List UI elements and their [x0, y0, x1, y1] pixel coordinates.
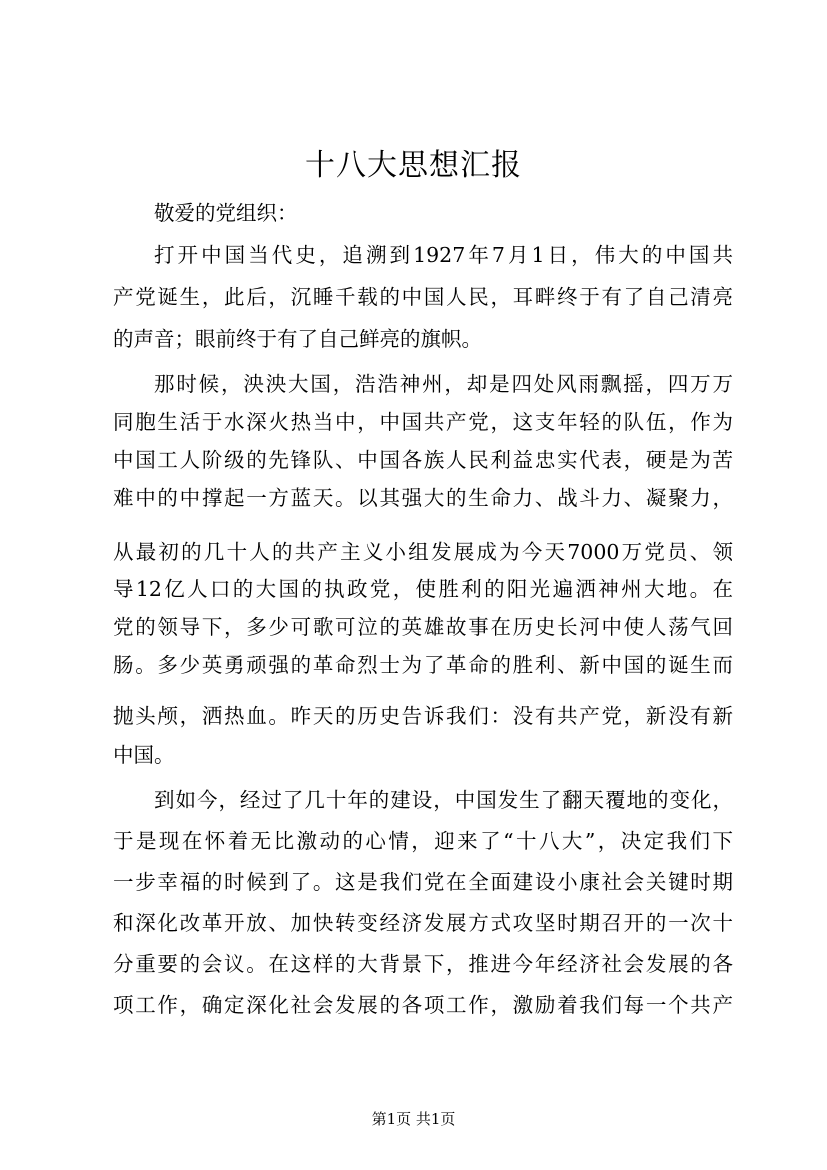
- document-title: 十八大思想汇报: [305, 148, 522, 183]
- paragraph-line: 产党诞生，此后，沉睡千载的中国人民，耳畔终于有了自己清亮: [113, 285, 733, 309]
- paragraph-line: 党的领导下，多少可歌可泣的英雄故事在历史长河中使人荡气回: [113, 615, 733, 639]
- salutation: 敬爱的党组织：: [154, 201, 298, 225]
- paragraph-line: 分重要的会议。在这样的大背景下，推进今年经济社会发展的各: [113, 952, 733, 976]
- paragraph-line: 那时候，泱泱大国，浩浩神州，却是四处风雨飘摇，四万万: [154, 372, 733, 396]
- paragraph-line: 中国工人阶级的先锋队、中国各族人民利益忠实代表，硬是为苦: [113, 448, 733, 472]
- paragraph-line: 肠。多少英勇顽强的革命烈士为了革命的胜利、新中国的诞生而: [113, 653, 733, 677]
- paragraph-line: 一步幸福的时候到了。这是我们党在全面建设小康社会关键时期: [113, 870, 733, 894]
- paragraph-line: 导12亿人口的大国的执政党，使胜利的阳光遍洒神州大地。在: [113, 577, 733, 601]
- paragraph-line: 打开中国当代史，追溯到1927年7月1日，伟大的中国共: [154, 243, 733, 267]
- paragraph-line: 中国。: [113, 743, 175, 767]
- paragraph-line: 的声音；眼前终于有了自己鲜亮的旗帜。: [113, 327, 482, 351]
- page-number-footer: 第1页 共1页: [371, 1110, 456, 1128]
- paragraph-line: 抛头颅，洒热血。昨天的历史告诉我们：没有共产党，新没有新: [113, 704, 733, 728]
- paragraph-line: 难中的中撑起一方蓝天。以其强大的生命力、战斗力、凝聚力，: [113, 486, 733, 510]
- paragraph-line: 从最初的几十人的共产主义小组发展成为今天7000万党员、领: [113, 540, 733, 564]
- paragraph-line: 于是现在怀着无比激动的心情，迎来了“十八大”，决定我们下: [113, 829, 733, 853]
- paragraph-line: 项工作，确定深化社会发展的各项工作，激励着我们每一个共产: [113, 993, 733, 1017]
- paragraph-line: 和深化改革开放、加快转变经济发展方式攻坚时期召开的一次十: [113, 911, 733, 935]
- paragraph-line: 到如今，经过了几十年的建设，中国发生了翻天覆地的变化，: [154, 788, 733, 812]
- paragraph-line: 同胞生活于水深火热当中，中国共产党，这支年轻的队伍，作为: [113, 410, 733, 434]
